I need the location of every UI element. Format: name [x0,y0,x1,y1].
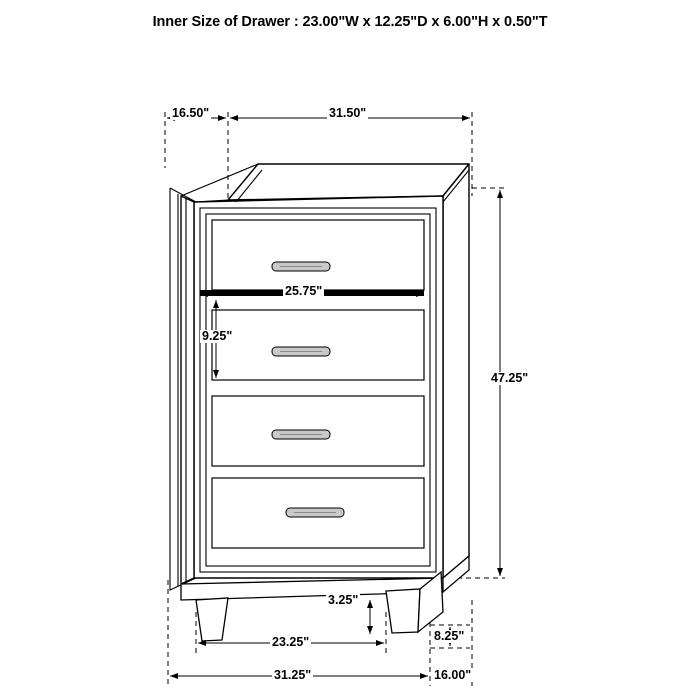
handle-icon [272,347,330,356]
dimension-base-width: 31.25" [274,668,312,682]
dimension-width-top: 31.50" [329,106,367,120]
dimension-total-height: 47.25" [491,371,529,385]
dimension-depth-top: 16.50" [172,106,210,120]
dimension-drawer-width: 25.75" [285,284,323,298]
handle-icon [272,262,330,271]
drawer-2 [212,310,424,380]
handle-icon [272,430,330,439]
handle-icon [286,508,344,517]
dimension-drawer-height: 9.25" [202,329,233,343]
dimension-base-inner-width: 23.25" [272,635,310,649]
drawer-1 [212,220,424,290]
dimension-leg-clearance: 3.25" [328,593,359,607]
dimension-base-side-depth: 8.25" [434,629,465,643]
dimension-base-depth: 16.00" [434,668,472,682]
page-title: Inner Size of Drawer : 23.00"W x 12.25"D x 6.00"H x 0.50"T [152,14,548,30]
